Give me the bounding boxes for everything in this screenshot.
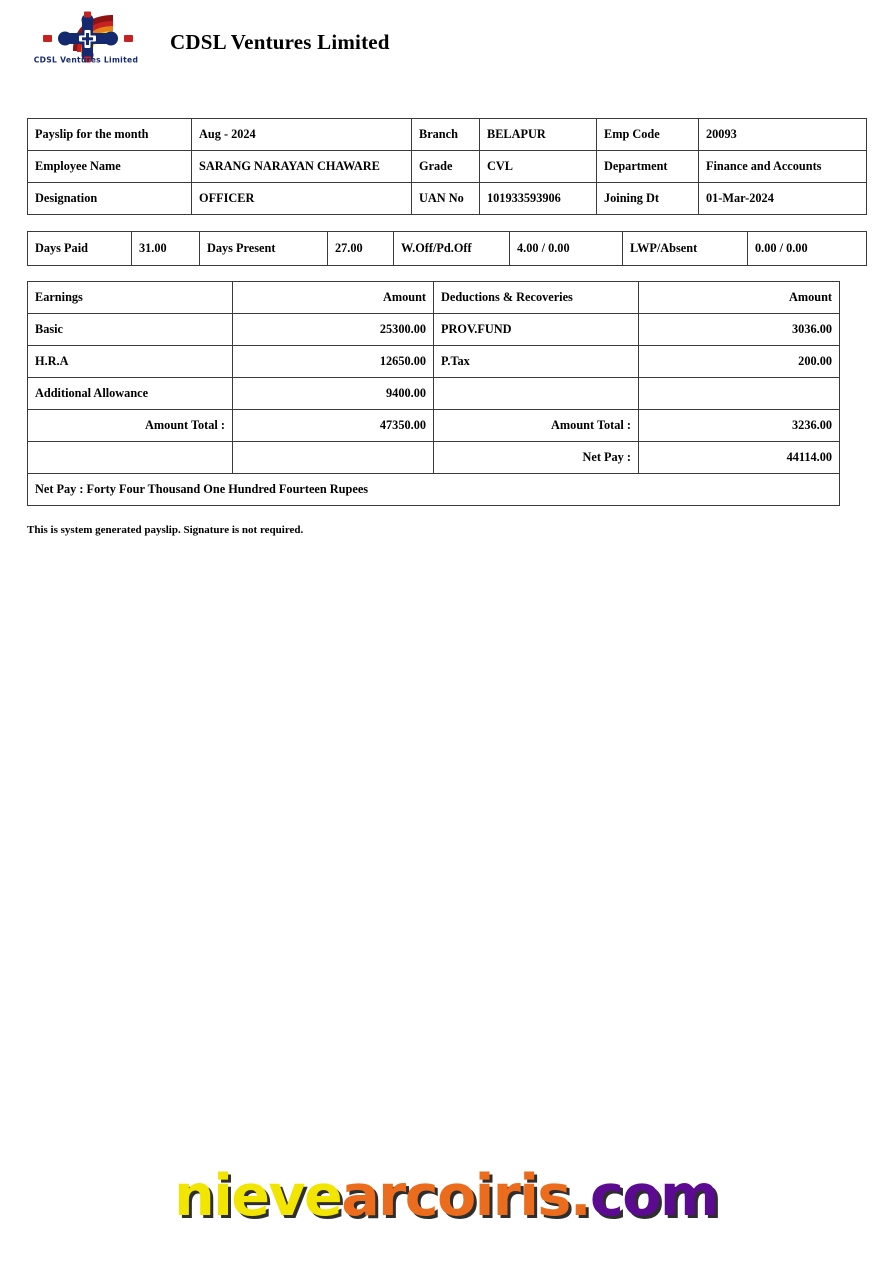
earning-label: Basic <box>28 314 233 346</box>
net-pay-value: 44114.00 <box>639 442 840 474</box>
deduction-label: P.Tax <box>434 346 639 378</box>
table-row <box>28 151 867 183</box>
value-lwp-absent: 0.00 / 0.00 <box>748 232 867 266</box>
label-days-present: Days Present <box>200 232 328 266</box>
value-grade: CVL <box>480 151 597 183</box>
deduction-label <box>434 378 639 410</box>
earning-label: Additional Allowance <box>28 378 233 410</box>
earning-amount: 25300.00 <box>233 314 434 346</box>
value-woff-pdoff: 4.00 / 0.00 <box>510 232 623 266</box>
deduction-amount <box>639 378 840 410</box>
value-emp-code: 20093 <box>699 119 867 151</box>
system-generated-note: This is system generated payslip. Signature is not required. <box>27 524 304 536</box>
net-pay-words-row <box>28 474 840 506</box>
label-designation: Designation <box>28 183 192 215</box>
value-days-paid: 31.00 <box>132 232 200 266</box>
table-header-row <box>28 282 840 314</box>
net-pay-in-words: Net Pay : Forty Four Thousand One Hundred Fourteen Rupees <box>28 474 840 506</box>
deduction-label: PROV.FUND <box>434 314 639 346</box>
cdsl-logo-icon <box>27 11 145 63</box>
label-employee-name: Employee Name <box>28 151 192 183</box>
table-row <box>28 183 867 215</box>
watermark-part-3: com <box>590 1163 718 1229</box>
site-watermark <box>0 1163 892 1229</box>
label-uan-no: UAN No <box>412 183 480 215</box>
header-earnings-amount: Amount <box>233 282 434 314</box>
label-emp-code: Emp Code <box>597 119 699 151</box>
deduction-amount: 200.00 <box>639 346 840 378</box>
value-payslip-month: Aug - 2024 <box>192 119 412 151</box>
value-branch: BELAPUR <box>480 119 597 151</box>
label-payslip-month: Payslip for the month <box>28 119 192 151</box>
label-days-paid: Days Paid <box>28 232 132 266</box>
earning-amount: 12650.00 <box>233 346 434 378</box>
net-pay-blank-label <box>28 442 233 474</box>
value-employee-name: SARANG NARAYAN CHAWARE <box>192 151 412 183</box>
earnings-total-value: 47350.00 <box>233 410 434 442</box>
net-pay-label: Net Pay : <box>434 442 639 474</box>
net-pay-blank-value <box>233 442 434 474</box>
value-uan-no: 101933593906 <box>480 183 597 215</box>
header-deductions-amount: Amount <box>639 282 840 314</box>
employee-info-table <box>27 118 867 215</box>
deduction-amount: 3036.00 <box>639 314 840 346</box>
page-header <box>0 0 892 96</box>
watermark-part-2: arcoiris. <box>341 1163 591 1229</box>
company-title: CDSL Ventures Limited <box>170 30 390 54</box>
value-department: Finance and Accounts <box>699 151 867 183</box>
table-row <box>28 346 840 378</box>
earnings-deductions-table <box>27 281 840 506</box>
deductions-total-value: 3236.00 <box>639 410 840 442</box>
totals-row <box>28 410 840 442</box>
earning-label: H.R.A <box>28 346 233 378</box>
table-row <box>28 314 840 346</box>
header-deductions: Deductions & Recoveries <box>434 282 639 314</box>
attendance-table <box>27 231 867 266</box>
earnings-total-label: Amount Total : <box>28 410 233 442</box>
table-row <box>28 378 840 410</box>
label-joining-dt: Joining Dt <box>597 183 699 215</box>
label-branch: Branch <box>412 119 480 151</box>
deductions-total-label: Amount Total : <box>434 410 639 442</box>
label-department: Department <box>597 151 699 183</box>
table-row <box>28 232 867 266</box>
value-days-present: 27.00 <box>328 232 394 266</box>
svg-text:CDSL Ventures Limited: CDSL Ventures Limited <box>33 55 139 63</box>
label-grade: Grade <box>412 151 480 183</box>
watermark-part-1: nieve <box>174 1163 342 1229</box>
label-woff-pdoff: W.Off/Pd.Off <box>394 232 510 266</box>
value-joining-dt: 01-Mar-2024 <box>699 183 867 215</box>
table-row <box>28 119 867 151</box>
cdsl-logo <box>27 11 145 63</box>
value-designation: OFFICER <box>192 183 412 215</box>
header-earnings: Earnings <box>28 282 233 314</box>
earning-amount: 9400.00 <box>233 378 434 410</box>
net-pay-row <box>28 442 840 474</box>
label-lwp-absent: LWP/Absent <box>623 232 748 266</box>
